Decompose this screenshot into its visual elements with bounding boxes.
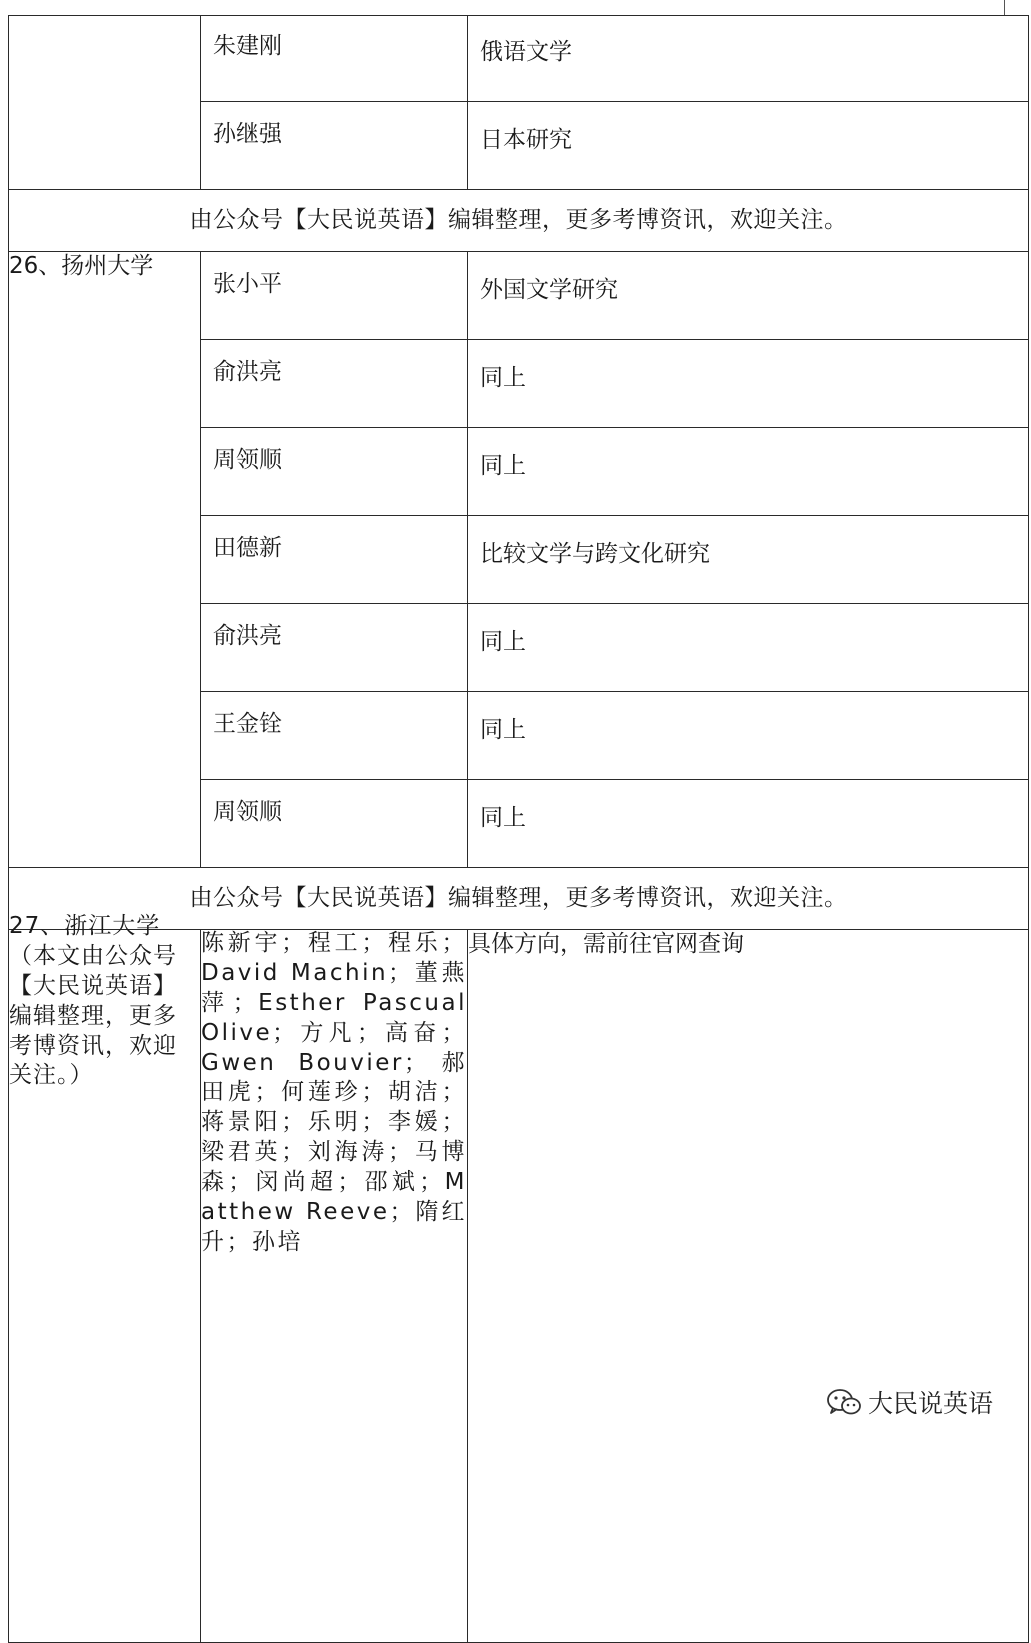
university-cell-empty [9,16,201,190]
supervisor-name: 孙继强 [201,102,468,190]
editor-note: 由公众号【大民说英语】编辑整理，更多考博资讯，欢迎关注。 [9,868,1029,930]
watermark-text: 大民说英语 [868,1389,994,1418]
research-field: 俄语文学 [468,16,1029,102]
research-field: 同上 [468,340,1029,428]
supervisor-name: 田德新 [201,516,468,604]
research-field: 具体方向，需前往官网查询 [468,930,1029,1643]
table-row [9,930,1029,1643]
research-field: 同上 [468,692,1029,780]
editor-note: 由公众号【大民说英语】编辑整理，更多考博资讯，欢迎关注。 [9,190,1029,252]
page-corner-mark [1004,0,1005,15]
research-field: 外国文学研究 [468,252,1029,340]
wechat-icon [826,1387,862,1417]
university-cell [9,913,201,1643]
research-field: 同上 [468,780,1029,868]
supervisor-name: 朱建刚 [201,16,468,102]
research-field: 日本研究 [468,102,1029,190]
supervisor-name: 周领顺 [201,780,468,868]
supervisor-names-text: 陈新宇；程工；程乐；David Machin；董燕萍；Esther Pascual Olive；方凡；高奋；Gwen Bouvier；郝田虎；何莲珍；胡洁；蒋景阳；乐明；李媛；梁君英；刘海涛；马博森；闵尚超；邵斌；Matthew Reeve；隋红升；孙培 [201,930,467,1255]
university-name: 26、扬州大学 [9,252,201,868]
research-field: 同上 [468,428,1029,516]
table-row [9,252,1029,340]
watermark [826,1384,993,1420]
university-note: （本文由公众号【大民说英语】编辑整理，更多考博资讯，欢迎关注。） [9,942,177,1089]
supervisor-name: 周领顺 [201,428,468,516]
supervisor-name: 俞洪亮 [201,340,468,428]
table-row [9,16,1029,102]
research-field: 比较文学与跨文化研究 [468,516,1029,604]
supervisor-names-list [201,930,468,1643]
supervisor-name: 俞洪亮 [201,604,468,692]
supervisor-name: 张小平 [201,252,468,340]
research-field: 同上 [468,604,1029,692]
supervisor-name: 王金铨 [201,692,468,780]
note-row [9,190,1029,252]
university-name: 27、浙江大学 [9,913,161,939]
